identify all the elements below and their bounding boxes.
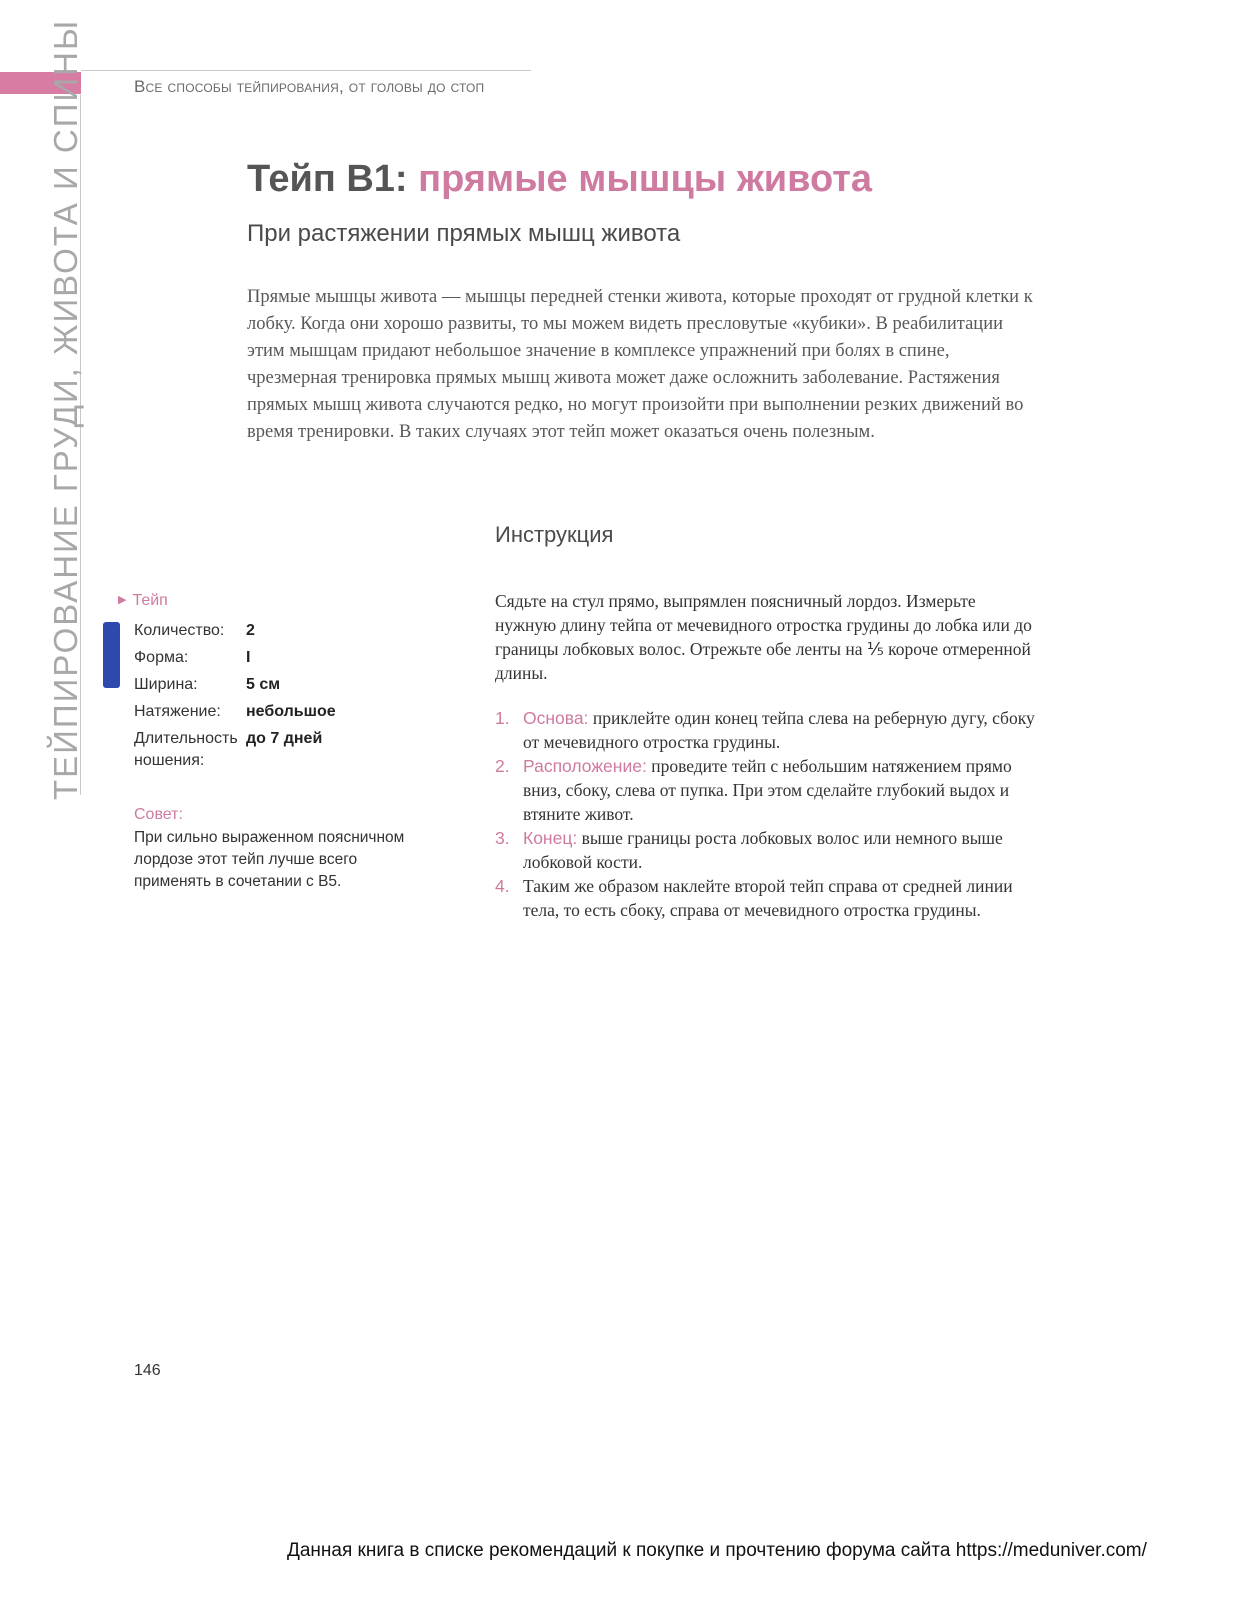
header-rule [81,70,531,71]
title-main: прямые мышцы живота [418,158,872,200]
tape-properties [134,620,336,777]
tape-property-row [134,620,336,647]
instruction-step [495,826,1040,874]
instruction-step [495,706,1040,754]
running-head: Все способы тейпирования, от головы до стоп [134,77,485,96]
instruction-heading: Инструкция [495,522,614,547]
instruction-intro: Сядьте на стул прямо, выпрямлен поясничный лордоз. Измерьте нужную длину тейпа от мечевидного отростка грудины до лобка или до границы лобковых волос. Отрежьте обе ленты на ⅕ короче отмеренной длины. [495,591,1032,683]
triangle-right-icon: ▶ [118,594,127,606]
step-text: приклейте один конец тейпа слева на реберную дугу, сбоку от мечевидного отростка грудины. [523,708,1035,752]
page-title [247,158,872,201]
step-number: 2. [495,756,510,776]
step-number: 4. [495,876,510,896]
footer-note: Данная книга в списке рекомендаций к покупке и прочтению форума сайта https://meduniver.com/ [287,1540,1147,1561]
tape-property-value: 2 [246,622,255,639]
tip-text: При сильно выраженном поясничном лордозе этот тейп лучше всего применять в сочетании с B5. [134,829,405,890]
step-number: 3. [495,828,510,848]
instruction-step [495,754,1040,826]
page-subtitle: При растяжении прямых мышц живота [247,220,681,247]
tape-color-swatch [103,622,120,688]
instruction-step [495,874,1040,922]
instruction-steps [495,706,1040,922]
tape-property-row [134,647,336,674]
tape-property-value: 5 см [246,676,281,693]
tip-label: Совет: [134,806,183,823]
tape-property-value: небольшое [246,703,336,720]
tape-property-row [134,701,336,728]
step-text: выше границы роста лобковых волос или немного выше лобковой кости. [523,828,1003,872]
tape-property-value: до 7 дней [246,730,323,747]
step-label: Конец: [523,828,578,848]
tape-label [118,592,168,610]
page-number: 146 [134,1362,161,1379]
step-label: Основа: [523,708,589,728]
tape-property-row [134,674,336,701]
tape-label-text: Тейп [132,592,168,609]
step-text: Таким же образом наклейте второй тейп справа от средней линии тела, то есть сбоку, справа от мечевидного отростка грудины. [523,876,1013,920]
tape-property-key: Длительность ношения: [134,730,238,769]
step-number: 1. [495,708,510,728]
title-prefix: Тейп B1: [247,158,408,200]
tape-property-row [134,728,336,777]
step-text: проведите тейп с небольшим натяжением прямо вниз, сбоку, слева от пупка. При этом сделайте глубокий выдох и втяните живот. [523,756,1012,824]
tape-property-key: Форма: [134,649,189,666]
chapter-side-title: ТЕЙПИРОВАНИЕ ГРУДИ, ЖИВОТА И СПИНЫ [47,18,84,800]
tape-property-key: Ширина: [134,676,198,693]
tape-property-value: I [246,649,251,666]
step-label: Расположение: [523,756,647,776]
tape-property-key: Количество: [134,622,225,639]
tape-property-key: Натяжение: [134,703,221,720]
intro-paragraph: Прямые мышцы живота — мышцы передней стенки живота, которые проходят от грудной клетки к лобку. Когда они хорошо развиты, то мы можем видеть пресловутые «кубики». В реабилитации этим мышцам придают небольшое значение в комплексе упражнений при болях в спине, чрезмерная тренировка прямых мышц живота может даже осложнить заболевание. Растяжения прямых мышц живота случаются редко, но могут произойти при выполнении резких движений во время тренировки. В таких случаях этот тейп может оказаться очень полезным. [247,287,1033,442]
